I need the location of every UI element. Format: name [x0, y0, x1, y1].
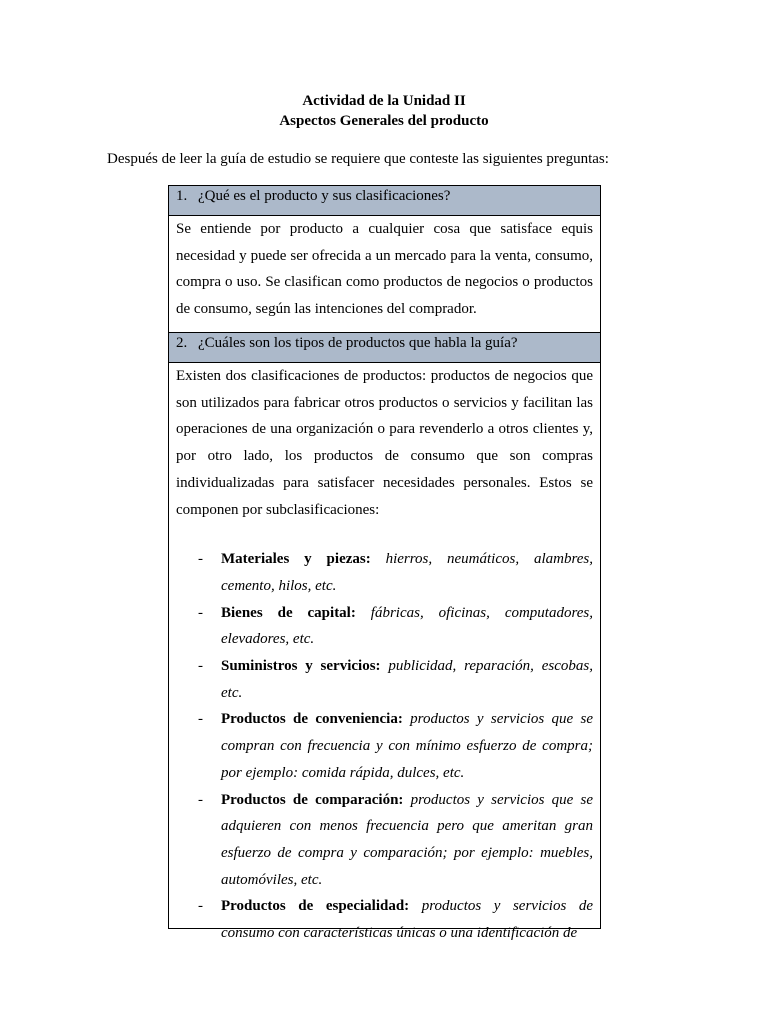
questions-table: [168, 185, 601, 942]
bullet-term: Productos de especialidad:: [221, 898, 410, 915]
bullet-description: productos y servicios que se compran con frecuencia y con mínimo esfuerzo de compra; por ejemplo: comida rápida, dulces, etc.: [221, 711, 594, 781]
bullet-term: Suministros y servicios:: [221, 658, 381, 675]
answer-row-2: [169, 363, 600, 947]
subclassification-list: [176, 546, 593, 947]
document-title: Actividad de la Unidad II: [302, 93, 466, 109]
bullet-description: productos y servicios que se adquieren con menos frecuencia pero que ameritan gran esfuerzo de compra y comparación; por ejemplo: muebles, automóviles, etc.: [221, 791, 594, 888]
question-text: ¿Qué es el producto y sus clasificaciones?: [198, 188, 451, 204]
list-item: [176, 893, 593, 946]
intro-text: Después de leer la guía de estudio se requiere que conteste las siguientes preguntas:: [107, 151, 609, 167]
answer-text: Se entiende por producto a cualquier cosa que satisface equis necesidad y puede ser ofrecida a un mercado para la venta, consumo, compra o uso. Se clasifican como productos de negocios o productos de consumo, según las intenciones del comprador.: [176, 221, 593, 318]
question-row-2: [169, 333, 600, 363]
bullet-description: publicidad, reparación, escobas, etc.: [221, 658, 593, 701]
list-item: [176, 653, 593, 706]
answer-text: Existen dos clasificaciones de productos: productos de negocios que son utilizados para fabricar otros productos o servicios y facilitan las operaciones de una organización o para revenderlo a otros clientes y, por otro lado, los productos de consumo que son compras individualizadas para satisfacer necesidades personales. Estos se componen por subclasificaciones:: [176, 368, 593, 518]
document-subtitle: Aspectos Generales del producto: [279, 113, 489, 129]
bullet-term: Materiales y piezas:: [221, 551, 371, 568]
list-item: [176, 600, 593, 653]
bullet-dash: -: [198, 711, 203, 728]
list-item: [176, 546, 593, 599]
question-number: 1.: [176, 188, 188, 204]
bullet-dash: -: [198, 791, 203, 808]
bullet-description: productos y servicios de consumo con características únicas o una identificación de: [221, 898, 594, 942]
list-item: [176, 787, 593, 894]
bullet-description: hierros, neumáticos, alambres, cemento, hilos, etc.: [221, 551, 593, 594]
question-text: ¿Cuáles son los tipos de productos que habla la guía?: [198, 335, 518, 351]
bullet-dash: -: [198, 898, 203, 915]
bullet-dash: -: [198, 604, 203, 621]
question-row-1: [169, 186, 600, 216]
bullet-dash: -: [198, 551, 203, 568]
answer-row-1: [169, 216, 600, 333]
question-number: 2.: [176, 335, 188, 351]
bullet-term: Productos de conveniencia:: [221, 711, 403, 728]
bullet-description: fábricas, oficinas, computadores, elevadores, etc.: [221, 604, 594, 648]
bullet-dash: -: [198, 658, 203, 675]
bullet-term: Productos de comparación:: [221, 791, 404, 808]
list-item: [176, 706, 593, 786]
bullet-term: Bienes de capital:: [221, 604, 356, 621]
